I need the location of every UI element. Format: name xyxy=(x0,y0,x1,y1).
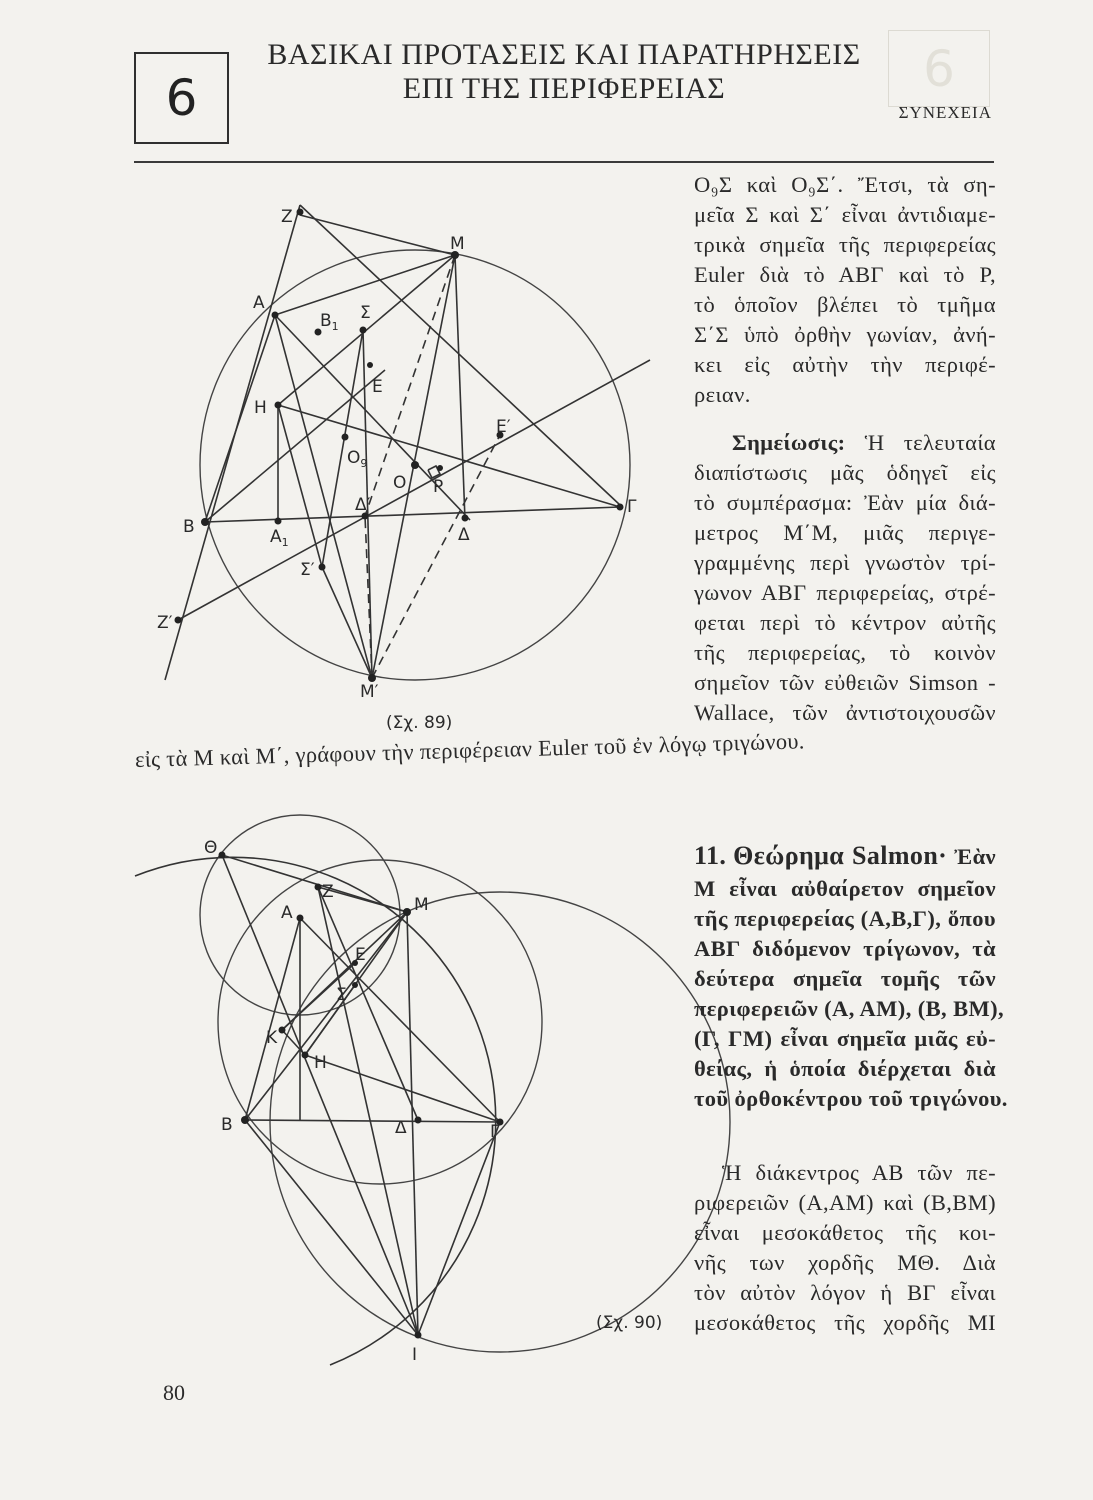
point-m xyxy=(403,908,411,916)
line-b-m xyxy=(245,912,407,1120)
line-b-gamma xyxy=(245,1120,500,1122)
text-line: ριφερειῶν (Α,ΑΜ) καὶ (Β,ΒΜ) xyxy=(694,1190,996,1215)
label-o: O xyxy=(393,473,407,493)
point-i xyxy=(415,1332,422,1339)
text-line: Μ εἶναι αὐθαίρετον σημεῖον xyxy=(694,876,996,901)
label-a1: $A_1$ xyxy=(270,527,289,549)
figure-90-caption: (Σχ. 90) xyxy=(596,1313,663,1333)
chapter-number-box: 6 xyxy=(134,52,229,144)
chapter-title-line-2: ΕΠΙ ΤΗΣ ΠΕΡΙΦΕΡΕΙΑΣ xyxy=(402,72,726,105)
paragraph-2 xyxy=(694,1158,996,1338)
line-k-h xyxy=(282,1030,305,1055)
continued-label: ΣΥΝΕΧΕΙΑ xyxy=(898,103,992,122)
text-line: Euler διὰ τὸ ΑΒΓ καὶ τὸ Ρ, xyxy=(694,262,996,287)
line-h-gamma xyxy=(305,1055,500,1122)
label-z: Z xyxy=(322,882,334,902)
text-line: Ἡ διάκεντρος ΑΒ τῶν πε- xyxy=(722,1160,996,1185)
text-line: διαπίστωσις μᾶς ὁδηγεῖ εἰς xyxy=(694,460,996,485)
point-h xyxy=(302,1052,309,1059)
label-theta: Θ xyxy=(204,838,218,858)
text-line: μεῖα Σ καὶ Σ΄ εἶναι ἀντιδιαμε- xyxy=(694,202,996,227)
point-k xyxy=(279,1027,286,1034)
point-sigma xyxy=(352,982,358,988)
theorem xyxy=(694,838,1008,1114)
remarks-first-text: Ἡ τελευταία xyxy=(864,430,996,455)
text-line: Wallace, τῶν ἀντιστοιχουσῶν xyxy=(694,700,996,725)
text-line: θείας, ἡ ὁποία διέρχεται διὰ xyxy=(694,1056,996,1081)
text-line: τὸ συμπέρασμα: Ἐὰν μία διά- xyxy=(694,490,996,515)
label-h: H xyxy=(314,1053,327,1073)
label-b1: $B_1$ xyxy=(320,311,339,333)
label-zprime: Z′ xyxy=(157,613,173,633)
page-number: 80 xyxy=(163,1380,185,1405)
point-z xyxy=(315,884,322,891)
theorem-first-text: Ἐὰν xyxy=(954,844,996,869)
full-width-line: εἰς τὰ Μ καὶ Μ΄, γράφουν τὴν περιφέρειαν Euler τοῦ ἐν λόγῳ τριγώνου. xyxy=(134,728,805,772)
point-b xyxy=(241,1116,249,1124)
point-a xyxy=(297,915,304,922)
theorem-title: Θεώρημα Salmon· xyxy=(733,841,948,870)
label-k: K xyxy=(266,1028,278,1048)
text-line: γωνον ΑΒΓ περιφερείας, στρέ- xyxy=(694,580,996,605)
text-line: τὸ ὁποῖον βλέπει τὸ τμῆμα xyxy=(694,292,996,317)
label-e: E xyxy=(372,377,383,397)
label-gamma: Γ xyxy=(490,1122,500,1142)
label-p: P xyxy=(433,477,444,497)
text-line: τῆς περιφερείας (Α,Β,Γ), ὅπου xyxy=(694,906,996,931)
chapter-box-show-through: 6 xyxy=(888,30,990,107)
label-b: B xyxy=(183,517,195,537)
theorem-number: 11. xyxy=(694,841,727,870)
label-sigma: Σ xyxy=(336,985,347,1005)
text-line: περιφερειῶν (Α, ΑΜ), (Β, ΒΜ), xyxy=(694,996,1005,1021)
text-line: εἶναι μεσοκάθετος τῆς κοι- xyxy=(694,1220,996,1245)
label-d: Δ xyxy=(395,1118,407,1138)
text-line: Σ΄Σ ὑπὸ ὀρθὴν γωνίαν, ἀνή- xyxy=(694,322,996,347)
line-z-i xyxy=(318,887,418,1335)
text-line: τοῦ ὀρθοκέντρου τοῦ τριγώνου. xyxy=(694,1086,1008,1111)
point-theta xyxy=(219,852,226,859)
label-i: I xyxy=(412,1345,418,1365)
label-mprime: M′ xyxy=(360,682,379,702)
remarks-heading: Σημείωσις: xyxy=(732,430,846,455)
line-b-i xyxy=(245,1120,418,1335)
text-line: μεσοκάθετος τῆς χορδῆς ΜΙ xyxy=(694,1310,996,1335)
text-line: νῆς των χορδῆς ΜΘ. Διὰ xyxy=(694,1250,996,1275)
label-m: M xyxy=(450,234,465,254)
text-line: τῆς περιφερείας, τὸ κοινὸν xyxy=(694,640,996,665)
line-gamma-i xyxy=(418,1122,500,1335)
text-line: μετρος Μ΄Μ, μιᾶς περιγε- xyxy=(694,520,996,545)
text-line: δεύτερα σημεῖα τομῆς τῶν xyxy=(694,966,996,991)
label-a: A xyxy=(281,903,293,923)
text-line: ρειαν. xyxy=(694,382,751,407)
label-sigmaprime: Σ′ xyxy=(300,560,315,580)
label-h: H xyxy=(254,398,267,418)
label-a: A xyxy=(253,293,265,313)
label-dprime: Δ′ xyxy=(355,495,371,515)
label-z: Z xyxy=(281,207,293,227)
theorem-first-line xyxy=(694,838,996,874)
text-line: O₉Σ καὶ O₉Σ΄. Ἔτσι, τὰ ση- xyxy=(694,172,996,197)
label-e: E xyxy=(355,945,366,965)
label-sigma: Σ xyxy=(360,303,371,323)
label-gamma: Γ xyxy=(627,497,637,517)
text-line: ΑΒΓ διδόμενον τρίγωνον, τὰ xyxy=(694,936,996,961)
label-d: Δ xyxy=(458,525,470,545)
figure-89-caption: (Σχ. 89) xyxy=(386,713,453,733)
chapter-title-line-1: ΒΑΣΙΚΑΙ ΠΡΟΤΑΣΕΙΣ ΚΑΙ ΠΑΡΑΤΗΡΗΣΕΙΣ xyxy=(267,38,861,71)
text-line: σημεῖον τῶν εὐθειῶν Simson - xyxy=(694,670,996,695)
text-line: τὸν αὐτὸν λόγον ἡ ΒΓ εἶναι xyxy=(694,1280,996,1305)
text-line: γραμμένης περὶ γνωστὸν τρί- xyxy=(694,550,996,575)
text-line: τρικὰ σημεῖα τῆς περιφερείας xyxy=(694,232,996,257)
label-o9: $O_9$ xyxy=(347,448,368,470)
line-m-i xyxy=(407,912,418,1335)
label-eprime: E′ xyxy=(496,417,511,437)
line-z-d xyxy=(318,887,418,1120)
text-line: κει εἰς αὐτὴν τὴν περιφέ- xyxy=(694,352,996,377)
point-d xyxy=(415,1117,422,1124)
text-line: φεται περὶ τὸ κέντρον αὐτῆς xyxy=(694,610,996,635)
label-m: M xyxy=(414,895,429,915)
label-b: B xyxy=(221,1115,233,1135)
text-line: (Γ, ΓΜ) εἶναι σημεῖα μιᾶς εὐ- xyxy=(694,1026,996,1051)
